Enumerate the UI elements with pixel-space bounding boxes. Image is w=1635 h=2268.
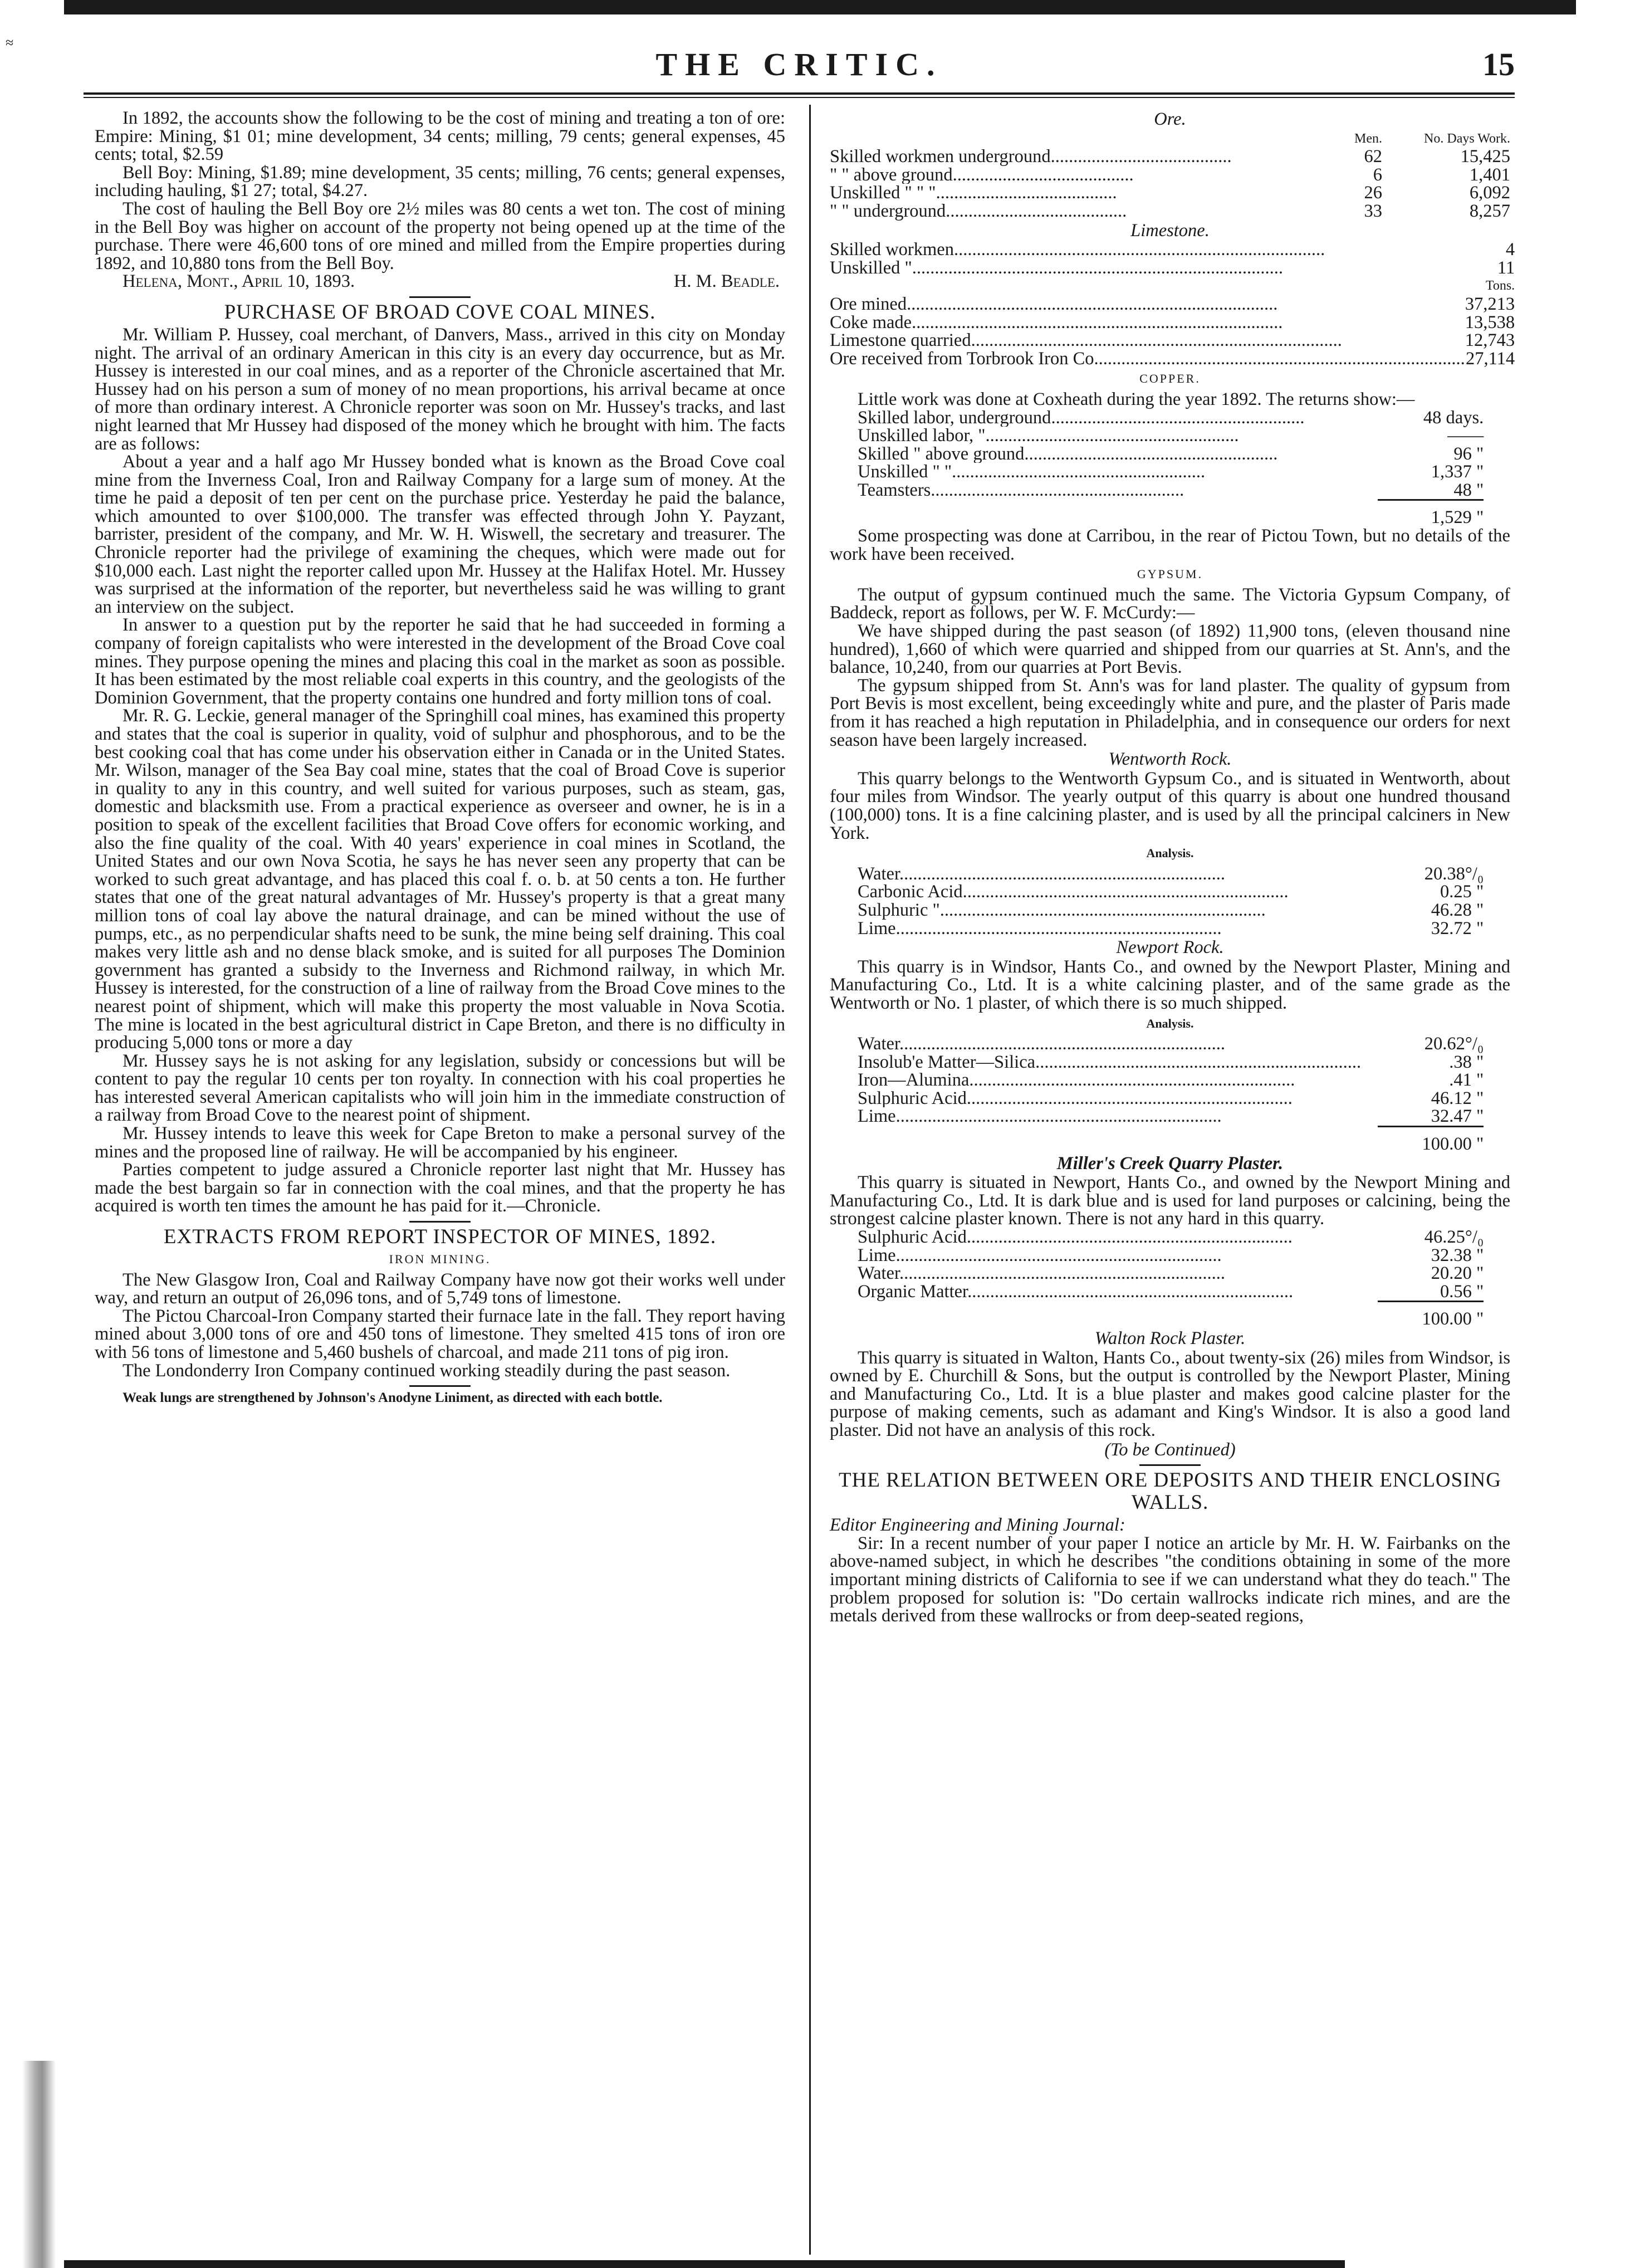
intro-paragraph: In 1892, the accounts show the following to be the cost of mining and treating a ton of ore: Empire: Mining, $1 01; mine development, 34 cents; milling, 79 cents; general expenses, 45 cents; total, $2.59	[95, 108, 785, 165]
table-row: Water........................................................................ 20.38°/₀	[858, 863, 1484, 884]
article-paragraph: The Pictou Charcoal-Iron Company started their furnace late in the fall. They report having mined about 3,000 tons of ore and 450 tons of limestone. They smelted 415 tons of iron ore with 56 tons of limestone and 5,460 bushels of charcoal, and made 211 tons of pig iron.	[95, 1306, 785, 1362]
table-row: Skilled workmen underground........................................ 62 15,425	[830, 146, 1510, 167]
table-row: Sulphuric Acid........................................................................ 46.12 "	[858, 1088, 1484, 1108]
article-paragraph: Sir: In a recent number of your paper I notice an article by Mr. H. W. Fairbanks on the above-named subject, in which he describes "the conditions obtaining in some of the more important mining districts of California to see if we can understand what they do teach." The problem proposed for solution is: "Do certain wallrocks indicate rich mines, and are the metals derived from these wallrocks or from deep-seated regions,	[830, 1533, 1510, 1626]
table-heading: Ore.	[1154, 109, 1186, 129]
column-divider	[809, 105, 811, 2255]
bottom-border	[64, 2260, 1345, 2268]
section-subheading: IRON MINING.	[389, 1252, 491, 1267]
article-paragraph: Parties competent to judge assured a Chronicle reporter last night that Mr. Hussey has made the best bargain so far in connection with the coal mines, and that the property he has acquired is worth ten times the amount he has paid for it.—Chronicle.	[95, 1160, 785, 1216]
page-number: 15	[1482, 46, 1515, 82]
analysis-label: Analysis.	[1146, 846, 1194, 861]
salutation: Editor Engineering and Mining Journal:	[830, 1515, 1125, 1536]
author-signature: H. M. Beadle.	[673, 271, 780, 292]
copper-table	[858, 409, 1484, 527]
ore-table	[830, 130, 1510, 221]
newport-analysis-table	[858, 1035, 1484, 1153]
table-header-row	[830, 130, 1510, 148]
advertisement: Weak lungs are strengthened by Johnson's Anodyne Liniment, as directed with each bottle.	[123, 1390, 663, 1406]
millers-analysis-table	[858, 1228, 1484, 1328]
table-heading: Newport Rock.	[1116, 937, 1224, 958]
section-subheading: GYPSUM.	[1137, 567, 1203, 581]
table-row: Limestone quarried.................................................................................. 12,743	[830, 330, 1515, 351]
article-paragraph: About a year and a half ago Mr Hussey bonded what is known as the Broad Cove coal mine from the Inverness Coal, Iron and Railway Company for a large sum of money. At the time he paid a deposit of ten per cent on the purchase price. Yesterday he paid the balance, which amounted to over $100,000. The transfer was effected through John Y. Payzant, barrister, president of the company, and Mr. W. H. Wiswell, the secretary and treasurer. The Chronicle reporter had the privilege of examining the cheques, which were made out for $10,000 each. Last night the reporter called upon Mr. Hussey at the Halifax Hotel. Mr. Hussey was surprised at the information of the reporter, but nevertheless said he was willing to grant an interview on the subject.	[95, 452, 785, 617]
table-row: Unskilled ".................................................................................. 11	[830, 257, 1515, 278]
article-heading: THE RELATION BETWEEN ORE DEPOSITS AND THEIR ENCLOSING WALLS.	[839, 1469, 1501, 1514]
section-subheading: COPPER.	[1139, 372, 1201, 386]
table-row: Skilled workmen.................................................................................. 4	[830, 239, 1515, 260]
table-heading: Miller's Creek Quarry Plaster.	[1056, 1153, 1284, 1174]
total-row: 1,529 "	[858, 500, 1484, 527]
wentworth-analysis-table	[858, 865, 1484, 937]
right-column	[830, 109, 1515, 1626]
table-row: Sulphuric Acid........................................................................ 46.25°/₀	[858, 1227, 1484, 1248]
table-row: " " underground........................................ 33 8,257	[830, 201, 1510, 221]
analysis-label: Analysis.	[1146, 1016, 1194, 1030]
table-row: Teamsters........................................................ 48 "	[858, 480, 1484, 500]
table-row: Ore received from Torbrook Iron Co.................................................................................. 27,114	[830, 348, 1515, 369]
article-paragraph: Mr. R. G. Leckie, general manager of the Springhill coal mines, has examined this property and states that the coal is superior in quality, void of sulphur and phosphorous, and to be the best cooking coal that has come under his observation either in Canada or in the United States. Mr. Wilson, manager of the Sea Bay coal mine, states that the coal of Broad Cove is superior in quality to any in this country, and well suited for various purposes, such as steam, gas, domestic and blacksmith use. From a practical experience as overseer and owner, he is in a position to speak of the excellent facilities that Broad Cove offers for economic working, and also the fine quality of the coal. With 40 years' experience in coal mines in Scotland, the United States and our own Nova Scotia, he says he has never seen any property that can be worked to such great advantage, and has placed this coal f. o. b. at 50 cents a ton. He further states that one of the great natural advantages of Mr. Hussey's property is that a great many million tons of coal lay above the natural drainage, and can be mined without the use of pumps, etc., as no perpendicular shafts need to be sunk, the mine being self draining. This coal makes very little ash and no dense black smoke, and is suited for all purposes The Dominion government has granted a subsidy to the Inverness and Richmond railway, in which Mr. Hussey is interested, for the construction of a line of railway from the Broad Cove mines to the nearest point of shipment, which will make this property the most valuable in Nova Scotia. The mine is located in the best agricultural district in Cape Breton, and there is no difficulty in producing 5,000 tons or more a day	[95, 706, 785, 1053]
intro-paragraph: Bell Boy: Mining, $1.89; mine development, 35 cents; milling, 76 cents; general expenses, including hauling, $1 27; total, $4.27.	[95, 162, 785, 201]
column-header: Men.	[1354, 131, 1382, 146]
article-heading: PURCHASE OF BROAD COVE COAL MINES.	[224, 300, 656, 324]
column-header: No. Days Work.	[1424, 131, 1510, 146]
left-column	[95, 109, 785, 1406]
article-paragraph: This quarry belongs to the Wentworth Gypsum Co., and is situated in Wentworth, about four miles from Windsor. The yearly output of this quarry is about one hundred thousand (100,000) tons. It is a fine calcining plaster, and is used by all the principal calciners in New York.	[830, 768, 1510, 843]
scan-artifact	[22, 2061, 56, 2268]
section-rule	[409, 1385, 471, 1387]
table-row: Unskilled " "........................................................ 1,337 "	[858, 462, 1484, 482]
article-paragraph: Some prospecting was done at Carribou, in the rear of Pictou Town, but no details of the work have been received.	[830, 526, 1510, 564]
table-row: Water........................................................................ 20.62°/₀	[858, 1034, 1484, 1054]
scan-mark: ≈	[6, 35, 14, 51]
article-paragraph: In answer to a question put by the reporter he said that he had succeeded in forming a company of foreign capitalists who were interested in the development of the Broad Cove coal mines. They purpose opening the mines and placing this coal in the market as soon as possible. It has been estimated by the most reliable coal experts in this country, and the geologists of the Dominion Government, that the property contains one hundred and forty million tons of coal.	[95, 615, 785, 708]
newspaper-title: THE CRITIC.	[655, 46, 943, 82]
table-row: Organic Matter........................................................................ 0.56 "	[858, 1281, 1484, 1302]
limestone-table	[830, 241, 1515, 368]
table-row: Lime........................................................................ 32.38 "	[858, 1245, 1484, 1265]
header-rule-thin	[84, 97, 1515, 98]
table-row: Lime........................................................................ 32.72 "	[858, 918, 1484, 939]
article-paragraph: The New Glasgow Iron, Coal and Railway Company have now got their works well under way, and return an output of 26,096 tons, and of 5,749 tons of limestone.	[95, 1269, 785, 1308]
article-paragraph: Little work was done at Coxheath during the year 1892. The returns show:—	[858, 389, 1415, 409]
table-row: Tons.	[1485, 278, 1515, 294]
article-heading: EXTRACTS FROM REPORT INSPECTOR OF MINES, 1892.	[163, 1225, 717, 1249]
table-heading: Walton Rock Plaster.	[1094, 1328, 1246, 1348]
page-header	[84, 46, 1515, 90]
table-heading: Wentworth Rock.	[1108, 749, 1232, 770]
header-rule	[84, 92, 1515, 95]
table-row: Lime........................................................................ 32.47 "	[858, 1106, 1484, 1127]
section-rule	[409, 1221, 471, 1223]
article-paragraph: The gypsum shipped from St. Ann's was for land plaster. The quality of gypsum from Port Bevis is most excellent, being exceedingly white and pure, and the plaster of Paris made from it has reached a high reputation in Philadelphia, and in consequence our orders for next season have been largely increased.	[830, 675, 1510, 750]
section-rule	[409, 296, 471, 298]
table-row: Ore mined.................................................................................. 37,213	[830, 294, 1515, 314]
article-paragraph: The Londonderry Iron Company continued working steadily during the past season.	[123, 1360, 731, 1381]
table-row: Insolub'e Matter—Silica........................................................................ .38 "	[858, 1052, 1484, 1072]
table-row: Skilled labor, underground........................................................ 48 days.	[858, 407, 1484, 428]
continued-note: (To be Continued)	[1104, 1439, 1236, 1460]
article-paragraph: The output of gypsum continued much the same. The Victoria Gypsum Company, of Baddeck, report as follows, per W. F. McCurdy:—	[830, 584, 1510, 623]
article-paragraph: Mr. Hussey intends to leave this week for Cape Breton to make a personal survey of the mines and the proposed line of railway. He will be accompanied by his engineer.	[95, 1123, 785, 1162]
total-row: 100.00 "	[858, 1302, 1484, 1328]
table-row: Sulphuric "........................................................................ 46.28 "	[858, 900, 1484, 920]
table-row: " " above ground........................................ 6 1,401	[830, 164, 1510, 185]
article-paragraph: Mr. William P. Hussey, coal merchant, of Danvers, Mass., arrived in this city on Monday night. The arrival of an ordinary American in this city is an every day occurrence, but as Mr. Hussey is interested in our coal mines, and as a reporter of the Chronicle ascertained that Mr. Hussey had on his person a sum of money of no mean proportions, his arrival became at once of more than ordinary interest. A Chronicle reporter was soon on Mr. Hussey's tracks, and last night learned that Mr Hussey had disposed of the money which he brought with him. The facts are as follows:	[95, 324, 785, 454]
dateline: Helena, Mont., April 10, 1893.	[123, 271, 355, 292]
table-row: Coke made.................................................................................. 13,538	[830, 312, 1515, 333]
table-row: Water........................................................................ 20.20 "	[858, 1263, 1484, 1284]
article-paragraph: This quarry is situated in Newport, Hants Co., and owned by the Newport Mining and Manufacturing Co., Ltd. It is dark blue and is used for land purposes or calcining, being the strongest calcine plaster known. There is not any hard in this quarry.	[830, 1172, 1510, 1229]
intro-paragraph: The cost of hauling the Bell Boy ore 2½ miles was 80 cents a wet ton. The cost of mining in the Bell Boy was higher on account of the property not being opened up at the time of the purchase. There were 46,600 tons of ore mined and milled from the Empire properties during 1892, and 10,880 tons from the Bell Boy.	[95, 198, 785, 273]
table-row: Carbonic Acid........................................................................ 0.25 "	[858, 882, 1484, 902]
article-paragraph: Mr. Hussey says he is not asking for any legislation, subsidy or concessions but will be content to pay the regular 10 cents per ton royalty. In connection with his coal properties he has interested several American capitalists who will join him in the immediate construction of a railway from Broad Cove to the nearest point of shipment.	[95, 1050, 785, 1126]
top-border	[64, 0, 1576, 14]
section-rule	[1139, 1464, 1201, 1466]
table-row: Iron—Alumina........................................................................ .41 "	[858, 1070, 1484, 1091]
table-heading: Limestone.	[1130, 220, 1210, 241]
table-row: Unskilled labor, "........................................................ ——	[858, 426, 1484, 446]
article-paragraph: This quarry is in Windsor, Hants Co., and owned by the Newport Plaster, Mining and Manufacturing Co., Ltd. It is a white calcining plaster, and of the same grade as the Wentworth or No. 1 plaster, of which there is so much shipped.	[830, 956, 1510, 1013]
dateline-row	[95, 272, 785, 291]
table-row: Unskilled " " "........................................ 26 6,092	[830, 183, 1510, 203]
article-paragraph: This quarry is situated in Walton, Hants Co., about twenty-six (26) miles from Windsor, is owned by E. Churchill & Sons, but the output is controlled by the Newport Plaster, Mining and Manufacturing Co., Ltd. It is a blue plaster and makes good calcine plaster for the purpose of making cements, such as adamant and King's Windsor. It is also a good land plaster. Did not have an analysis of this rock.	[830, 1347, 1510, 1440]
total-row: 100.00 "	[858, 1127, 1484, 1153]
article-paragraph: We have shipped during the past season (of 1892) 11,900 tons, (eleven thousand nine hundred), 1,660 of which were quarried and shipped from our quarries at St. Ann's, and the balance, 10,240, from our quarries at Port Bevis.	[830, 621, 1510, 678]
table-row: Skilled " above ground........................................................ 96 "	[858, 443, 1484, 464]
